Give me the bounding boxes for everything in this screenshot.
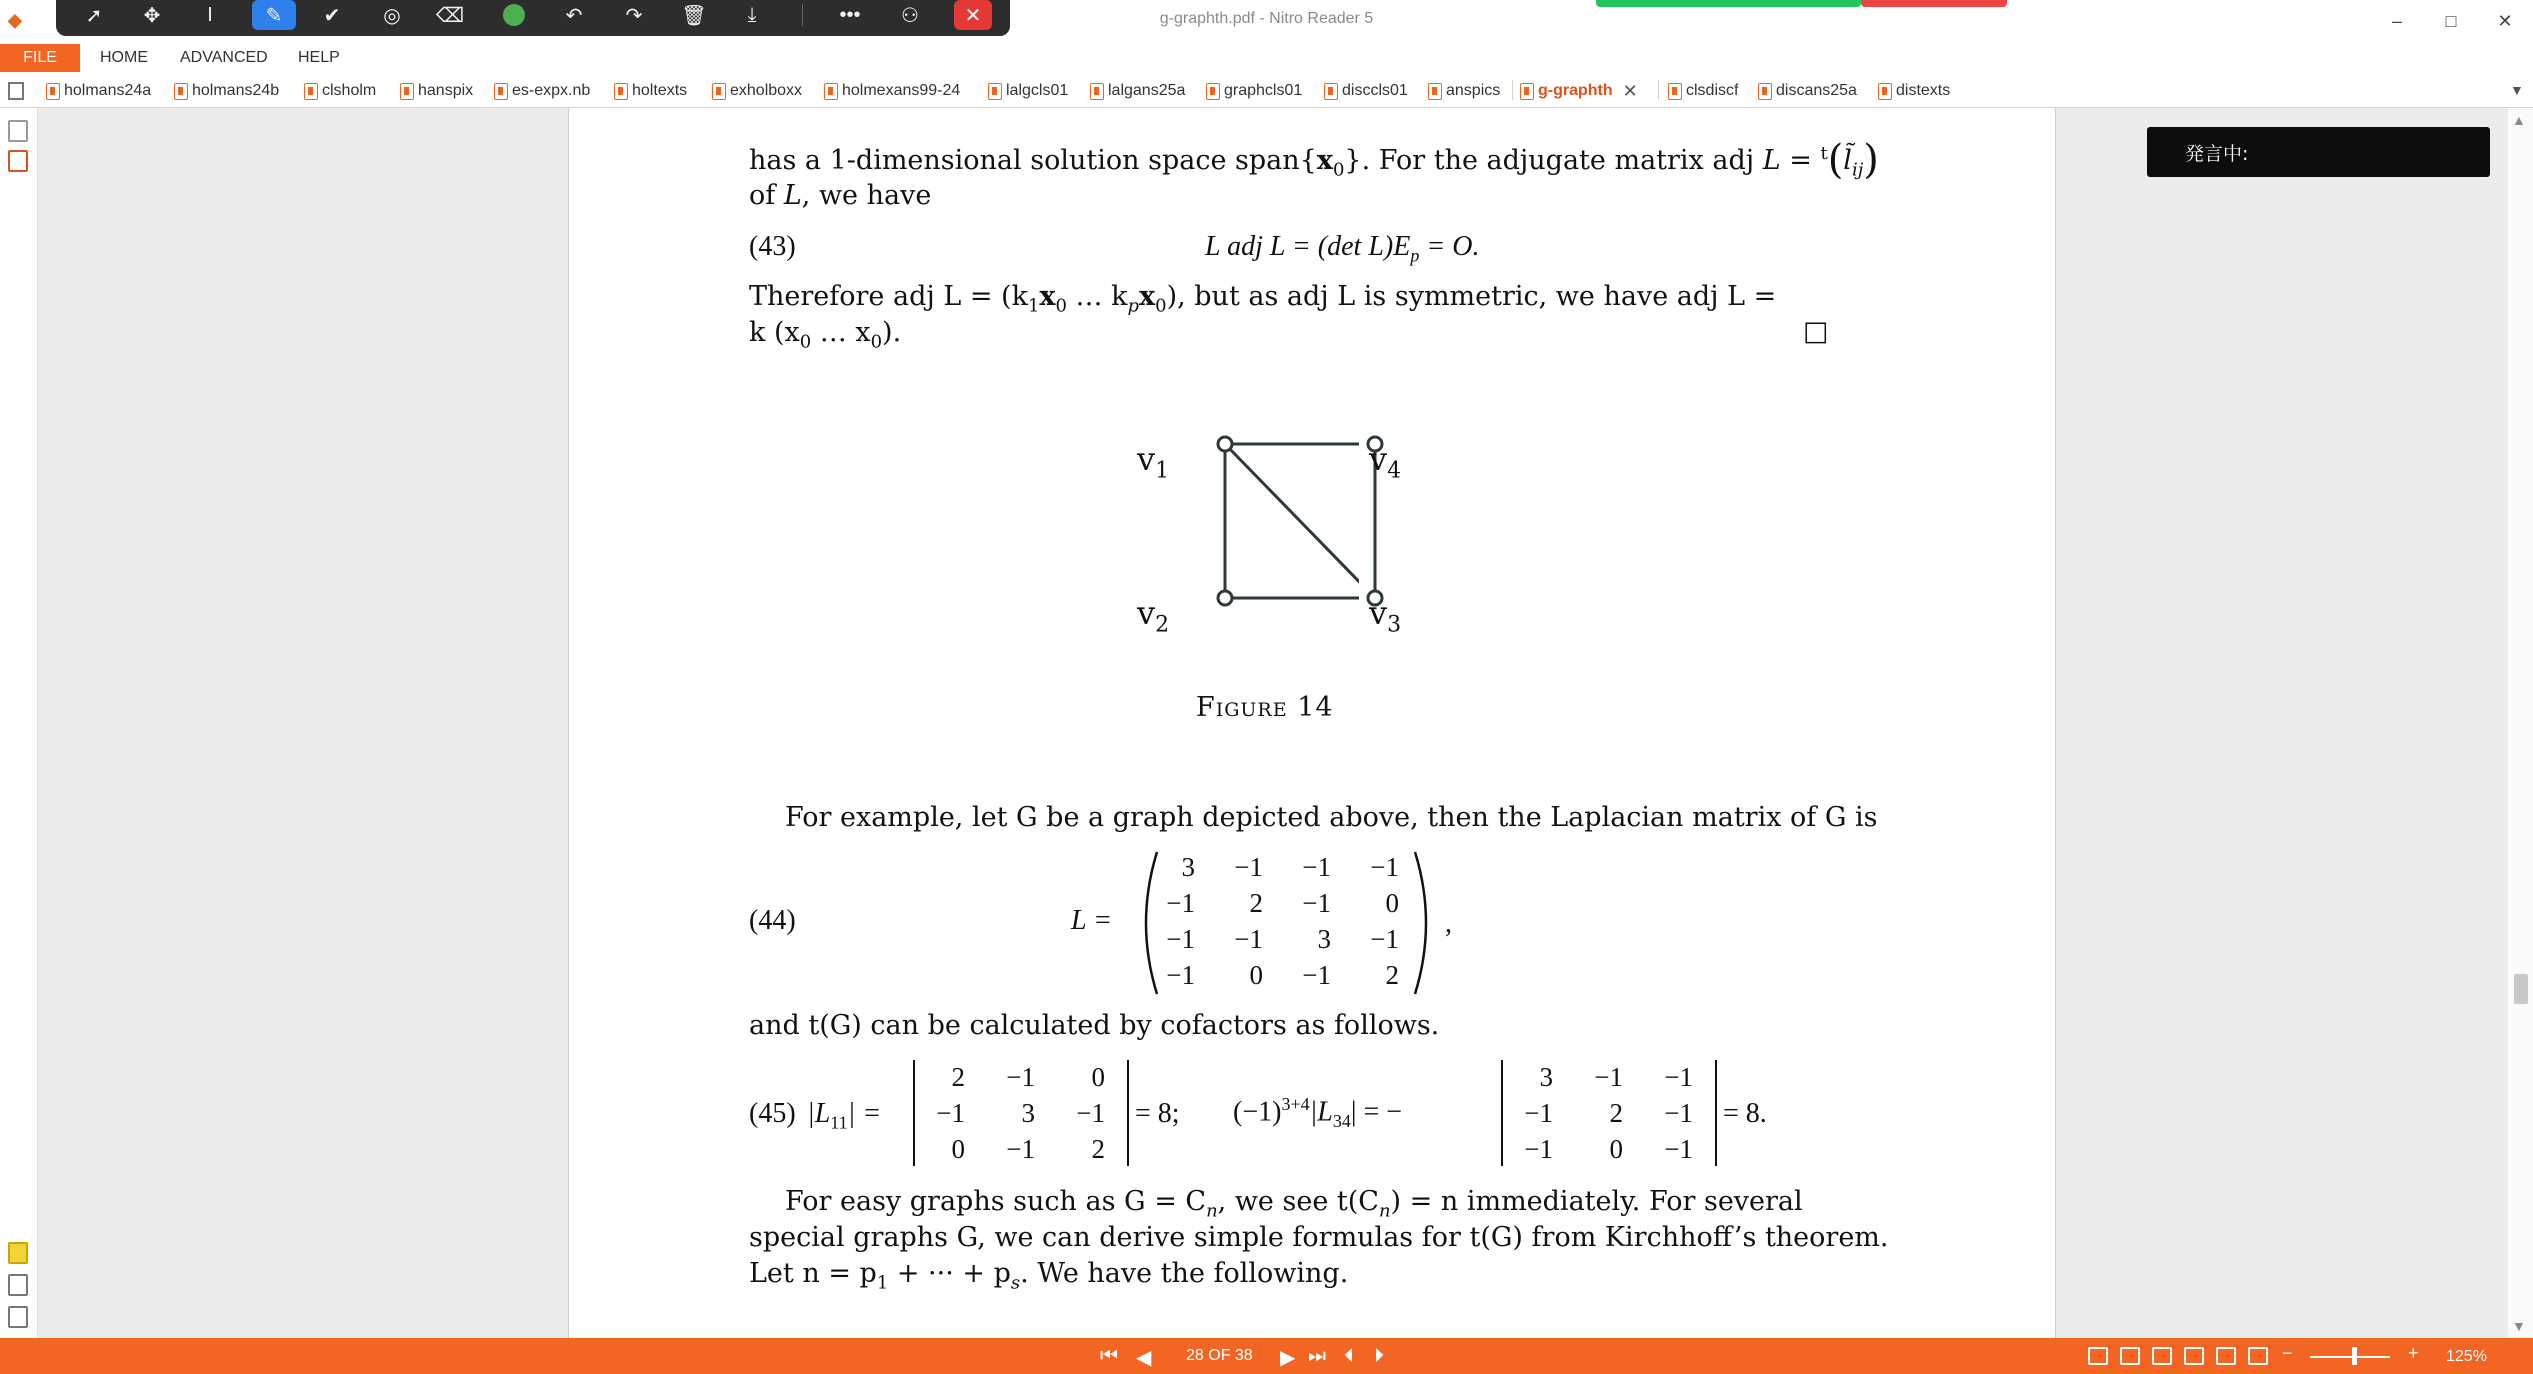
qed-symbol: □	[1803, 316, 1829, 347]
equation-number: (45)	[749, 1098, 796, 1129]
minor34-cell: −1	[1524, 1134, 1553, 1164]
pdf-file-icon	[1428, 83, 1442, 100]
last-page-icon[interactable]: ⏭	[1308, 1345, 1326, 1367]
pages-icon[interactable]	[8, 1306, 28, 1328]
pdf-file-icon	[304, 83, 318, 100]
move-icon[interactable]: ✥	[143, 4, 161, 27]
doc-tab[interactable]: es-expx.nb	[494, 80, 590, 102]
single-page-view-icon[interactable]	[2088, 1347, 2108, 1365]
equation-43: L adj L = (det $L)E_p = O$.	[1205, 231, 1480, 266]
document-list-icon[interactable]	[8, 82, 24, 100]
page-indicator[interactable]: 28 OF 38	[1186, 1347, 1253, 1364]
fit-width-icon[interactable]	[2216, 1347, 2236, 1365]
minor11-cell: −1	[1006, 1062, 1035, 1092]
facing-view-icon[interactable]	[2152, 1347, 2172, 1365]
trash-icon[interactable]: 🗑	[681, 4, 707, 27]
vertex-v2	[1218, 591, 1232, 605]
select-arrow-icon[interactable]: ➚	[85, 4, 103, 27]
doc-tab[interactable]: holmexans99-24	[824, 80, 960, 102]
tab-file[interactable]: FILE	[0, 44, 80, 72]
minor11-cell: 2	[1091, 1134, 1105, 1164]
recording-indicator-bar	[1596, 0, 1861, 7]
doc-tab-active[interactable]: g-graphth ✕	[1520, 80, 1638, 102]
undo-icon[interactable]: ↶	[565, 4, 583, 27]
laplacian-cell: 3	[1317, 924, 1331, 954]
download-icon[interactable]: ⤓	[747, 3, 757, 26]
laplacian-cell: −1	[1302, 852, 1331, 882]
doc-tab[interactable]: holtexts	[614, 80, 687, 102]
result-2: = 8.	[1723, 1098, 1767, 1129]
laplacian-cell: −1	[1370, 924, 1399, 954]
doc-tab[interactable]: lalgcls01	[988, 80, 1068, 102]
first-page-icon[interactable]: ⏮	[1100, 1345, 1118, 1367]
tabs-overflow-icon[interactable]: ▼	[2510, 82, 2524, 98]
doc-tab[interactable]: anspics	[1428, 80, 1500, 102]
text-line: has a 1-dimensional solution space $span\{x_0\}$. For the adjugate matrix adj $L = ^t(l̃_{ij})$	[749, 137, 1879, 183]
target-icon[interactable]: ◎	[383, 4, 401, 27]
minor34-cell: 3	[1539, 1062, 1553, 1092]
doc-tab[interactable]: clsholm	[304, 80, 376, 102]
next-page-icon[interactable]: ▶	[1280, 1347, 1296, 1369]
laplacian-cell: −1	[1234, 852, 1263, 882]
left-rail	[0, 108, 38, 1338]
recording-stop-bar[interactable]	[1861, 0, 2007, 7]
tab-divider	[1512, 80, 1513, 100]
eraser-icon[interactable]: ⌫	[435, 4, 465, 27]
pdf-file-icon	[46, 83, 60, 100]
vertex-v1	[1218, 437, 1232, 451]
laplacian-cell: −1	[1234, 924, 1263, 954]
minor34-cell: −1	[1664, 1134, 1693, 1164]
window-title: g-graphth.pdf - Nitro Reader 5	[1159, 10, 1374, 27]
cofactor-11-label: $|L_{11}|$ =	[807, 1098, 882, 1133]
pdf-page	[568, 108, 2056, 1338]
laplacian-cell: 0	[1249, 960, 1263, 990]
doc-tab[interactable]: holmans24b	[174, 80, 279, 102]
zoom-in-button[interactable]: +	[2408, 1343, 2419, 1363]
color-picker-button[interactable]	[492, 0, 536, 30]
maximize-button[interactable]: □	[2445, 10, 2457, 31]
ribbon-tabs	[0, 44, 2533, 72]
doc-tab[interactable]: lalgans25a	[1090, 80, 1185, 102]
minor11-cell: −1	[1076, 1098, 1105, 1128]
doc-tab[interactable]: clsdiscf	[1668, 80, 1738, 102]
pdf-file-icon	[988, 83, 1002, 100]
document-viewer[interactable]	[38, 108, 2516, 1338]
text-line: Therefore adj $L = (k_1x_0$ … $k_px_0$), but as adj L is symmetric, we have adj L =	[749, 281, 1777, 317]
fit-page-icon[interactable]	[2248, 1347, 2268, 1365]
doc-tab[interactable]: graphcls01	[1206, 80, 1302, 102]
equation-comma: ,	[1445, 908, 1452, 939]
text-line: and t(G) can be calculated by cofactors as follows.	[749, 1010, 1440, 1041]
text-line: For easy graphs such as $G = C_n$, we see $t(C_n) = n$ immediately. For several	[785, 1186, 1803, 1222]
bookmarks-icon[interactable]	[8, 150, 28, 172]
minor11-cell: 2	[951, 1062, 965, 1092]
vertical-scrollbar[interactable]	[2508, 108, 2533, 1338]
text-line: k ($x_0$ … $x_0$).	[749, 317, 902, 353]
pdf-file-icon	[824, 83, 838, 100]
laplacian-cell: −1	[1166, 888, 1195, 918]
close-window-button[interactable]: ✕	[2497, 10, 2513, 31]
pdf-file-icon	[712, 83, 726, 100]
text-cursor-icon[interactable]: I	[207, 3, 213, 26]
tab-advanced[interactable]: ADVANCED	[180, 49, 268, 66]
laplacian-cell: −1	[1302, 888, 1331, 918]
back-view-icon[interactable]: ⏴	[1344, 1345, 1354, 1367]
toolbar-divider	[802, 4, 803, 26]
doc-tab[interactable]: distexts	[1878, 80, 1950, 102]
laplacian-cell: 3	[1181, 852, 1195, 882]
paren: )	[1863, 137, 1879, 183]
pdf-file-icon	[1520, 83, 1534, 100]
green-color-icon	[503, 4, 525, 26]
pdf-file-icon	[1324, 83, 1338, 100]
nitro-logo-icon: ◆	[8, 10, 22, 30]
laplacian-cell: 0	[1385, 888, 1399, 918]
pdf-file-icon	[400, 83, 414, 100]
vertex-label-v3: $v_3$	[1369, 594, 1402, 638]
comments-icon[interactable]	[8, 1242, 28, 1264]
text-line: Let $n = p_1$ + ··· + $p_s$. We have the following.	[749, 1258, 1349, 1294]
result-1: = 8;	[1135, 1098, 1180, 1129]
zoom-slider-thumb[interactable]	[2352, 1347, 2357, 1365]
vertex-label-v1: $v_1$	[1137, 440, 1170, 484]
zoom-out-button[interactable]: −	[2282, 1343, 2293, 1363]
facing-continuous-view-icon[interactable]	[2184, 1347, 2204, 1365]
doc-tab[interactable]: exholboxx	[712, 80, 802, 102]
minor34-cell: −1	[1664, 1062, 1693, 1092]
forward-view-icon[interactable]: ⏵	[1374, 1345, 1384, 1367]
minor34-cell: −1	[1594, 1062, 1623, 1092]
minor11-cell: 0	[951, 1134, 965, 1164]
text-line: For example, let G be a graph depicted above, then the Laplacian matrix of G is	[785, 802, 1878, 833]
scroll-down-icon[interactable]: ▼	[2512, 1318, 2526, 1334]
cofactor-34-label: $(-1)^{3+4}|L_{34}|$ = −	[1233, 1094, 1403, 1131]
redo-icon[interactable]: ↷	[625, 4, 643, 27]
pen-icon[interactable]: ✎	[252, 0, 296, 30]
tab-help[interactable]: HELP	[298, 49, 340, 66]
minimize-button[interactable]: –	[2391, 10, 2402, 31]
zoom-slider-track[interactable]	[2310, 1356, 2390, 1358]
minor34-cell: −1	[1664, 1098, 1693, 1128]
minor11-cell: −1	[1006, 1134, 1035, 1164]
status-bar	[0, 1338, 2533, 1374]
user-settings-icon[interactable]: ⚇	[901, 4, 919, 27]
vertex-label-v2: $v_2$	[1137, 594, 1170, 638]
document-tab-bar	[0, 72, 2533, 108]
laplacian-cell: −1	[1302, 960, 1331, 990]
pdf-file-icon	[174, 83, 188, 100]
determinant-bar	[1715, 1060, 1717, 1166]
equation-lhs: L =	[1071, 905, 1112, 936]
tab-divider	[1658, 80, 1659, 100]
doc-tab[interactable]: holmans24a	[46, 80, 151, 102]
minor11-cell: 3	[1021, 1098, 1035, 1128]
scroll-up-icon[interactable]: ▲	[2512, 112, 2526, 128]
vertex-label-v4: $v_4$	[1369, 440, 1402, 484]
minor11-cell: −1	[936, 1098, 965, 1128]
pdf-file-icon	[614, 83, 628, 100]
minor34-cell: −1	[1524, 1098, 1553, 1128]
attachments-icon[interactable]	[8, 120, 28, 142]
minor34-cell: 0	[1609, 1134, 1623, 1164]
determinant-bar	[1127, 1060, 1129, 1166]
laplacian-cell: −1	[1166, 924, 1195, 954]
pdf-file-icon	[1090, 83, 1104, 100]
close-toolbar-button[interactable]: ✕	[954, 0, 992, 30]
check-icon[interactable]: ✔	[323, 4, 341, 27]
scroll-thumb[interactable]	[2514, 974, 2528, 1004]
pdf-file-icon	[1758, 83, 1772, 100]
laplacian-cell: 2	[1385, 960, 1399, 990]
right-paren	[1409, 850, 1439, 996]
laplacian-cell: −1	[1370, 852, 1399, 882]
pdf-file-icon	[494, 83, 508, 100]
continuous-view-icon[interactable]	[2120, 1347, 2140, 1365]
more-icon[interactable]: •••	[839, 3, 861, 26]
zoom-level[interactable]: 125%	[2446, 1348, 2487, 1365]
laplacian-cell: 2	[1249, 888, 1263, 918]
equation-number: (44)	[749, 905, 796, 936]
tab-home[interactable]: HOME	[100, 49, 148, 66]
doc-tab[interactable]: disccls01	[1324, 80, 1408, 102]
figure-caption: Figure 14	[1196, 692, 1334, 723]
previous-page-icon[interactable]: ◀	[1136, 1347, 1152, 1369]
laplacian-cell: −1	[1166, 960, 1195, 990]
doc-tab[interactable]: discans25a	[1758, 80, 1857, 102]
doc-tab[interactable]: hanspix	[400, 80, 473, 102]
close-tab-icon[interactable]: ✕	[1622, 80, 1638, 101]
minor11-cell: 0	[1091, 1062, 1105, 1092]
pdf-file-icon	[1206, 83, 1220, 100]
edge-v1-v3	[1225, 444, 1359, 598]
pdf-file-icon	[1668, 83, 1682, 100]
equation-number: (43)	[749, 231, 796, 262]
pdf-file-icon	[1878, 83, 1892, 100]
paren: (	[1827, 137, 1844, 183]
minor34-cell: 2	[1609, 1098, 1623, 1128]
speaking-indicator: 発言中:	[2147, 127, 2490, 177]
annotation-toolbar	[56, 0, 1010, 36]
text-line: of L, we have	[749, 180, 932, 211]
layers-icon[interactable]	[8, 1274, 28, 1296]
text-line: special graphs G, we can derive simple formulas for t(G) from Kirchhoff’s theorem.	[749, 1222, 1889, 1253]
